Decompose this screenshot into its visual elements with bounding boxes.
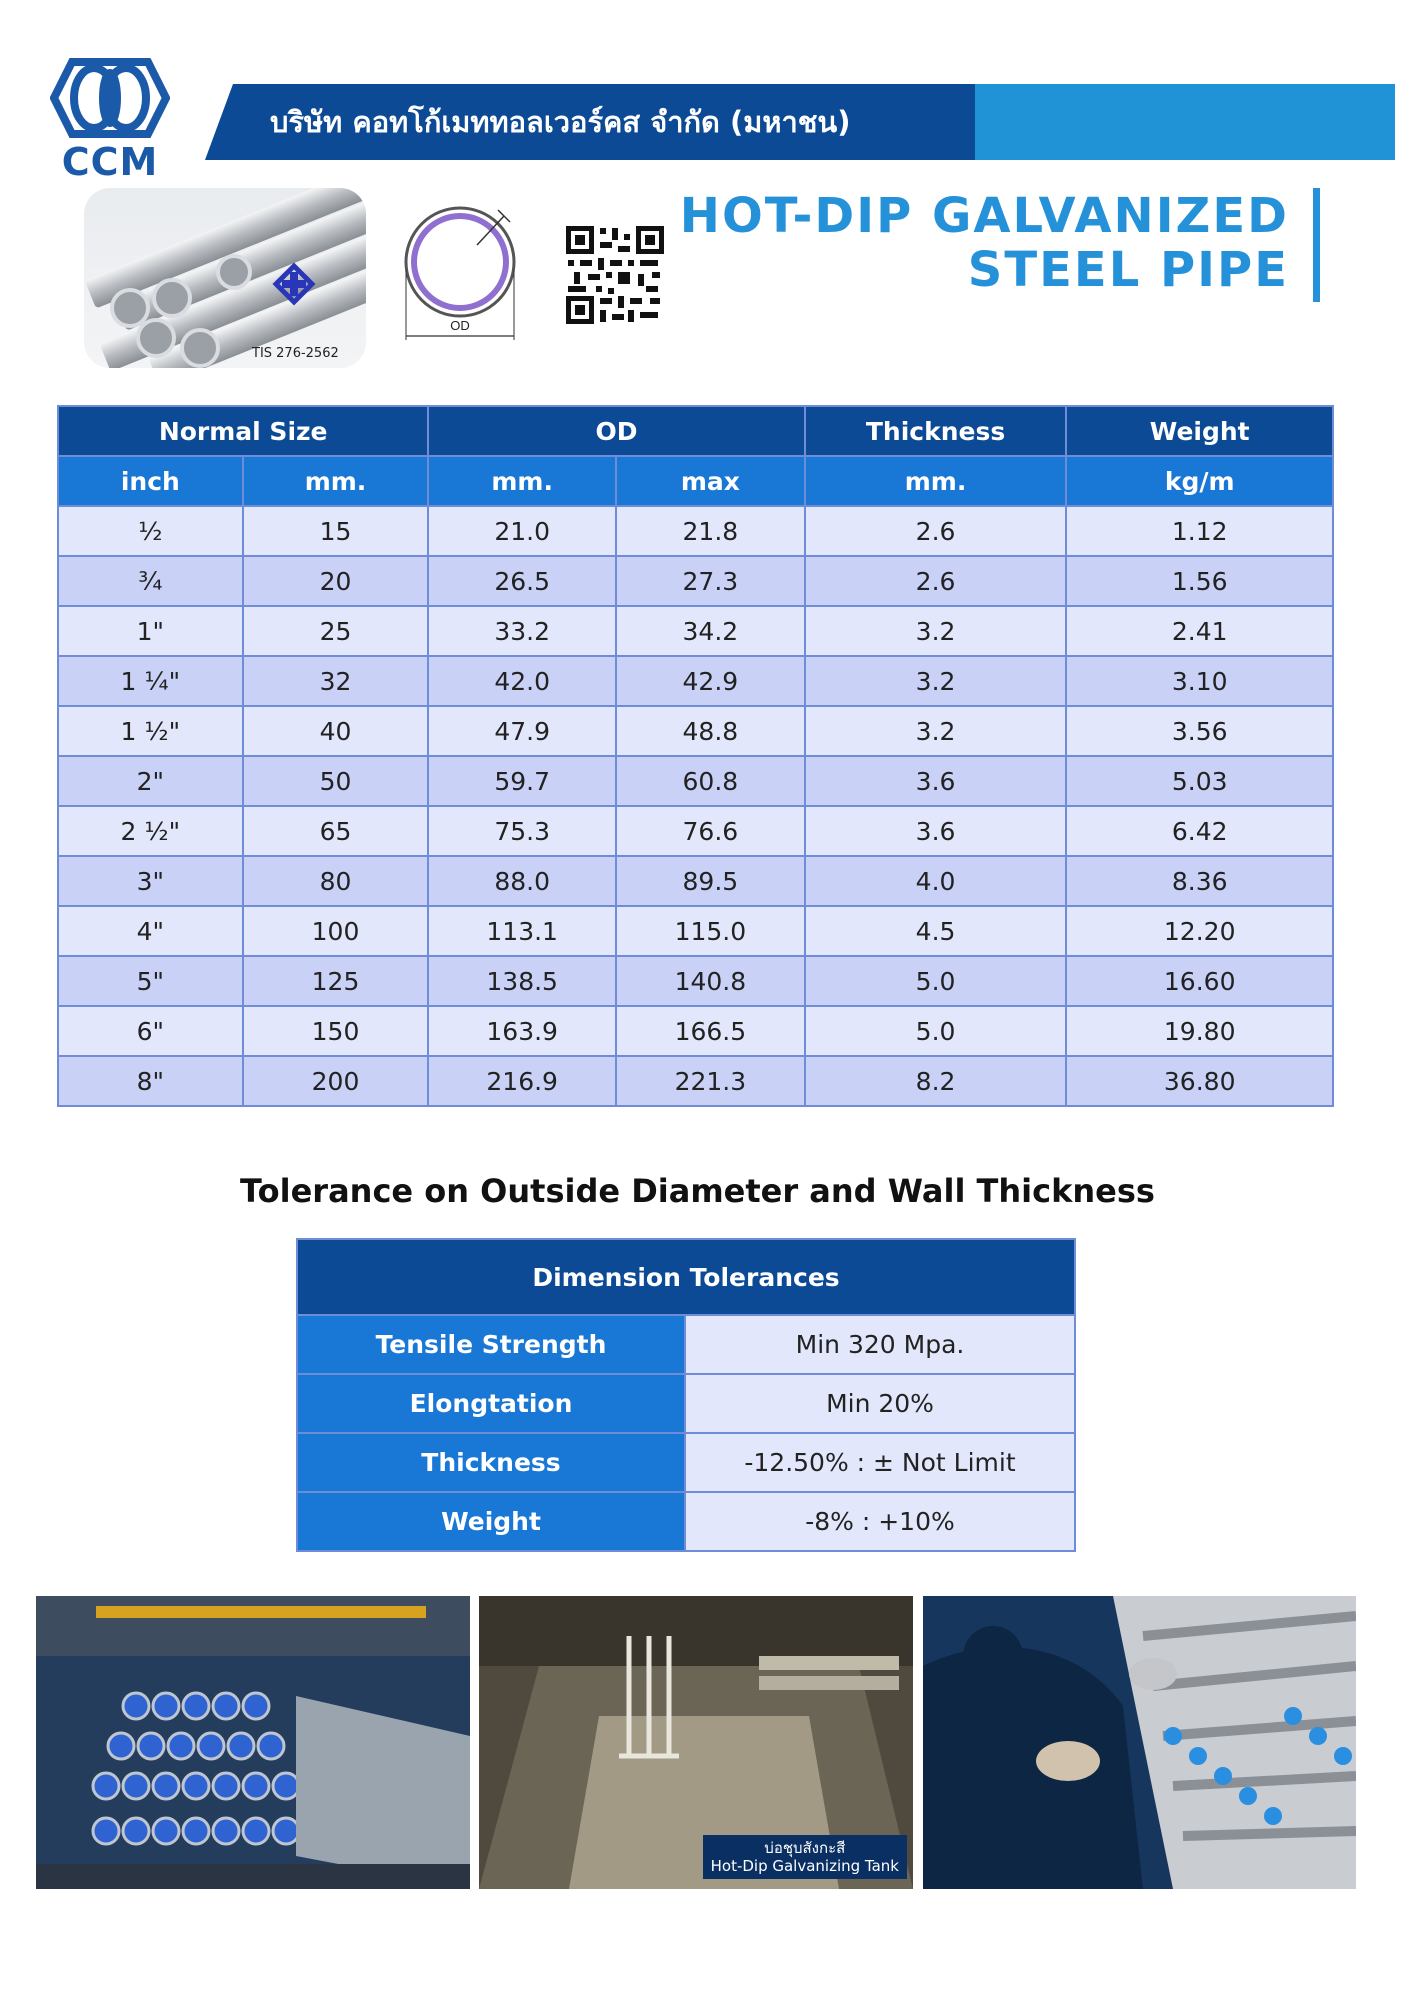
cell-od-mm: 59.7 <box>428 756 616 806</box>
cell-inch: 5" <box>58 956 243 1006</box>
cell-weight: 12.20 <box>1066 906 1333 956</box>
logo-text: CCM <box>61 140 159 184</box>
pipe-spec-table <box>57 405 1334 1107</box>
table-row <box>297 1433 1075 1492</box>
cell-inch: 1 ¼" <box>58 656 243 706</box>
cell-od-max: 34.2 <box>616 606 805 656</box>
cell-od-mm: 113.1 <box>428 906 616 956</box>
table-row <box>58 856 1333 906</box>
cell-mm: 125 <box>243 956 429 1006</box>
tolerance-table <box>296 1238 1076 1552</box>
table-row <box>58 1056 1333 1106</box>
subheader-weight-kgm: kg/m <box>1066 456 1333 506</box>
cell-od-mm: 138.5 <box>428 956 616 1006</box>
cell-od-max: 60.8 <box>616 756 805 806</box>
subheader-od-mm: mm. <box>428 456 616 506</box>
cell-mm: 15 <box>243 506 429 556</box>
od-diagram <box>398 200 523 345</box>
cell-weight: 8.36 <box>1066 856 1333 906</box>
cell-mm: 80 <box>243 856 429 906</box>
page-title-line-1: HOT-DIP GALVANIZED <box>679 188 1289 244</box>
cell-thickness: 4.5 <box>805 906 1067 956</box>
cell-weight: 6.42 <box>1066 806 1333 856</box>
table-row <box>58 706 1333 756</box>
cell-mm: 65 <box>243 806 429 856</box>
table-row <box>58 506 1333 556</box>
cell-weight: 3.10 <box>1066 656 1333 706</box>
warehouse-photo <box>36 1596 470 1889</box>
qr-code-icon <box>566 226 664 324</box>
cell-weight: 5.03 <box>1066 756 1333 806</box>
table-row <box>58 606 1333 656</box>
cell-thickness: 5.0 <box>805 956 1067 1006</box>
cell-inch: ¾ <box>58 556 243 606</box>
table-row <box>58 806 1333 856</box>
cell-od-max: 76.6 <box>616 806 805 856</box>
table-row <box>58 656 1333 706</box>
cell-od-max: 27.3 <box>616 556 805 606</box>
cell-weight: 1.56 <box>1066 556 1333 606</box>
cell-inch: 2" <box>58 756 243 806</box>
cell-inch: 6" <box>58 1006 243 1056</box>
tolerance-label: Elongtation <box>297 1374 685 1433</box>
cell-thickness: 8.2 <box>805 1056 1067 1106</box>
cell-inch: 3" <box>58 856 243 906</box>
cell-mm: 50 <box>243 756 429 806</box>
cell-weight: 16.60 <box>1066 956 1333 1006</box>
cell-od-mm: 33.2 <box>428 606 616 656</box>
pipe-bundle-photo <box>84 188 366 368</box>
photo-caption <box>703 1835 907 1879</box>
cell-od-mm: 163.9 <box>428 1006 616 1056</box>
cell-od-max: 89.5 <box>616 856 805 906</box>
cell-od-max: 140.8 <box>616 956 805 1006</box>
cell-inch: 2 ½" <box>58 806 243 856</box>
tolerance-label: Tensile Strength <box>297 1315 685 1374</box>
tolerance-value: -8% : +10% <box>685 1492 1075 1551</box>
cell-od-max: 221.3 <box>616 1056 805 1106</box>
qr-code[interactable] <box>566 226 664 324</box>
cell-thickness: 3.2 <box>805 656 1067 706</box>
title-accent-bar <box>1313 188 1320 302</box>
cell-od-mm: 47.9 <box>428 706 616 756</box>
subheader-mm: mm. <box>243 456 429 506</box>
subheader-thickness-mm: mm. <box>805 456 1067 506</box>
cell-mm: 20 <box>243 556 429 606</box>
cell-mm: 150 <box>243 1006 429 1056</box>
cell-od-max: 166.5 <box>616 1006 805 1056</box>
caption-english: Hot-Dip Galvanizing Tank <box>710 1857 899 1875</box>
ccm-logo-icon <box>50 58 170 138</box>
cell-thickness: 3.6 <box>805 806 1067 856</box>
cell-weight: 3.56 <box>1066 706 1333 756</box>
cell-thickness: 3.6 <box>805 756 1067 806</box>
cell-od-max: 21.8 <box>616 506 805 556</box>
table-row <box>297 1492 1075 1551</box>
tolerance-value: Min 20% <box>685 1374 1075 1433</box>
header-banner-light <box>975 84 1395 160</box>
tolerance-value: -12.50% : ± Not Limit <box>685 1433 1075 1492</box>
cell-thickness: 3.2 <box>805 606 1067 656</box>
subheader-inch: inch <box>58 456 243 506</box>
header-normal-size: Normal Size <box>58 406 428 456</box>
tolerance-label: Thickness <box>297 1433 685 1492</box>
galvanizing-tank-photo <box>479 1596 913 1889</box>
spec-group-header-row <box>58 406 1333 456</box>
cell-od-mm: 216.9 <box>428 1056 616 1106</box>
cell-weight: 1.12 <box>1066 506 1333 556</box>
od-label: OD <box>450 318 470 333</box>
tolerance-label: Weight <box>297 1492 685 1551</box>
cell-inch: 1 ½" <box>58 706 243 756</box>
cell-mm: 40 <box>243 706 429 756</box>
cell-inch: ½ <box>58 506 243 556</box>
table-row <box>58 556 1333 606</box>
cell-weight: 36.80 <box>1066 1056 1333 1106</box>
company-logo <box>50 58 170 183</box>
cell-od-mm: 21.0 <box>428 506 616 556</box>
cell-thickness: 5.0 <box>805 1006 1067 1056</box>
cell-od-max: 48.8 <box>616 706 805 756</box>
table-row <box>58 756 1333 806</box>
cell-weight: 19.80 <box>1066 1006 1333 1056</box>
table-row <box>58 1006 1333 1056</box>
header-thickness: Thickness <box>805 406 1067 456</box>
cell-od-mm: 75.3 <box>428 806 616 856</box>
tolerance-heading: Tolerance on Outside Diameter and Wall Thickness <box>240 1172 1155 1210</box>
cell-od-mm: 88.0 <box>428 856 616 906</box>
cell-mm: 100 <box>243 906 429 956</box>
cell-mm: 25 <box>243 606 429 656</box>
company-name: บริษัท คอทโก้เมททอลเวอร์คส จำกัด (มหาชน) <box>270 105 851 139</box>
cell-thickness: 4.0 <box>805 856 1067 906</box>
table-row <box>297 1374 1075 1433</box>
worker-inspection-photo <box>923 1596 1356 1889</box>
subheader-od-max: max <box>616 456 805 506</box>
cell-mm: 200 <box>243 1056 429 1106</box>
spec-sub-header-row <box>58 456 1333 506</box>
cell-od-mm: 26.5 <box>428 556 616 606</box>
cell-mm: 32 <box>243 656 429 706</box>
cell-od-max: 42.9 <box>616 656 805 706</box>
header-weight: Weight <box>1066 406 1333 456</box>
tolerance-table-title: Dimension Tolerances <box>297 1239 1075 1315</box>
table-row <box>58 956 1333 1006</box>
cell-thickness: 2.6 <box>805 556 1067 606</box>
cell-thickness: 3.2 <box>805 706 1067 756</box>
cell-od-max: 115.0 <box>616 906 805 956</box>
cell-inch: 8" <box>58 1056 243 1106</box>
table-row <box>58 906 1333 956</box>
header-od: OD <box>428 406 804 456</box>
table-row <box>297 1315 1075 1374</box>
standard-label: TIS 276-2562 <box>252 346 339 361</box>
page-title-line-2: STEEL PIPE <box>967 242 1289 298</box>
cell-inch: 1" <box>58 606 243 656</box>
cell-thickness: 2.6 <box>805 506 1067 556</box>
cell-od-mm: 42.0 <box>428 656 616 706</box>
cell-inch: 4" <box>58 906 243 956</box>
pipe-bundle-illustration <box>84 188 366 368</box>
tolerance-value: Min 320 Mpa. <box>685 1315 1075 1374</box>
caption-thai: บ่อชุบสังกะสี <box>764 1839 846 1857</box>
cell-weight: 2.41 <box>1066 606 1333 656</box>
